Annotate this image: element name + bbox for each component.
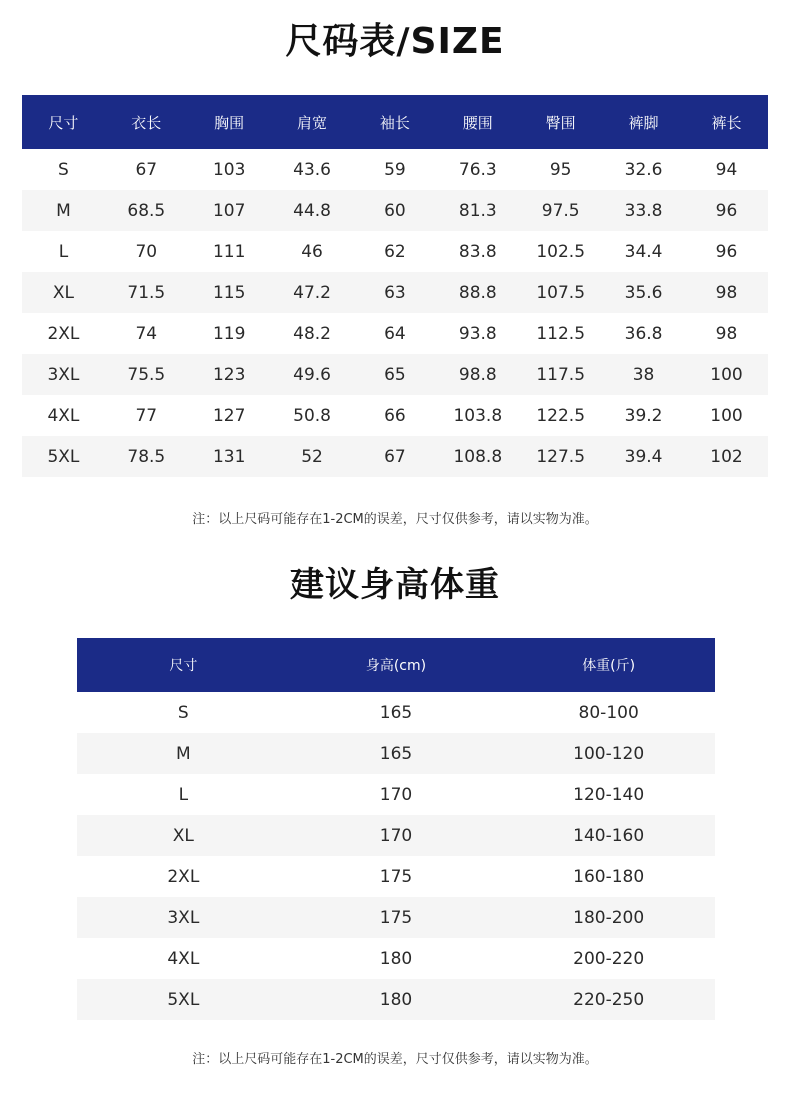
table-cell: 68.5 [105, 190, 188, 231]
table-cell: 52 [271, 436, 354, 477]
table-cell: 70 [105, 231, 188, 272]
table-cell: 32.6 [602, 149, 685, 190]
table-cell: 98.8 [436, 354, 519, 395]
size-label-cell: 2XL [22, 313, 105, 354]
column-header: 尺寸 [22, 95, 105, 149]
table-cell: 102.5 [519, 231, 602, 272]
table-cell: 65 [354, 354, 437, 395]
table-cell: 83.8 [436, 231, 519, 272]
table-cell: 47.2 [271, 272, 354, 313]
table-cell: 120-140 [502, 774, 715, 815]
table-cell: 123 [188, 354, 271, 395]
recommendation-note: 注：以上尺码可能存在1-2CM的误差，尺寸仅供参考，请以实物为准。 [192, 1052, 598, 1067]
column-header: 裤长 [685, 95, 768, 149]
table-cell: 108.8 [436, 436, 519, 477]
table-row [22, 149, 768, 190]
size-label-cell: S [77, 692, 290, 733]
table-cell: 103 [188, 149, 271, 190]
size-label-cell: S [22, 149, 105, 190]
table-cell: 103.8 [436, 395, 519, 436]
table-row [77, 815, 715, 856]
table-row [77, 774, 715, 815]
table-cell: 140-160 [502, 815, 715, 856]
table-cell: 170 [290, 815, 503, 856]
table-row [77, 938, 715, 979]
table-cell: 77 [105, 395, 188, 436]
size-chart-header-row [22, 95, 768, 149]
table-cell: 180 [290, 938, 503, 979]
table-cell: 107.5 [519, 272, 602, 313]
table-cell: 35.6 [602, 272, 685, 313]
table-cell: 67 [354, 436, 437, 477]
size-label-cell: L [77, 774, 290, 815]
table-cell: 175 [290, 897, 503, 938]
table-cell: 170 [290, 774, 503, 815]
table-cell: 76.3 [436, 149, 519, 190]
size-label-cell: 5XL [22, 436, 105, 477]
table-cell: 62 [354, 231, 437, 272]
table-row [22, 354, 768, 395]
table-cell: 160-180 [502, 856, 715, 897]
column-header: 衣长 [105, 95, 188, 149]
table-cell: 38 [602, 354, 685, 395]
table-cell: 39.2 [602, 395, 685, 436]
size-label-cell: 5XL [77, 979, 290, 1020]
size-label-cell: M [77, 733, 290, 774]
table-cell: 75.5 [105, 354, 188, 395]
table-cell: 111 [188, 231, 271, 272]
table-cell: 48.2 [271, 313, 354, 354]
size-label-cell: L [22, 231, 105, 272]
size-label-cell: 4XL [77, 938, 290, 979]
table-row [77, 733, 715, 774]
table-cell: 165 [290, 733, 503, 774]
column-header: 臀围 [519, 95, 602, 149]
table-cell: 96 [685, 190, 768, 231]
table-cell: 63 [354, 272, 437, 313]
table-row [77, 979, 715, 1020]
column-header: 腰围 [436, 95, 519, 149]
size-label-cell: XL [77, 815, 290, 856]
table-cell: 43.6 [271, 149, 354, 190]
table-cell: 93.8 [436, 313, 519, 354]
table-cell: 33.8 [602, 190, 685, 231]
table-cell: 100 [685, 354, 768, 395]
table-cell: 131 [188, 436, 271, 477]
table-cell: 175 [290, 856, 503, 897]
table-cell: 64 [354, 313, 437, 354]
table-cell: 71.5 [105, 272, 188, 313]
table-cell: 44.8 [271, 190, 354, 231]
table-cell: 78.5 [105, 436, 188, 477]
table-cell: 100-120 [502, 733, 715, 774]
table-cell: 200-220 [502, 938, 715, 979]
table-cell: 94 [685, 149, 768, 190]
table-cell: 95 [519, 149, 602, 190]
column-header: 裤脚 [602, 95, 685, 149]
table-cell: 74 [105, 313, 188, 354]
table-cell: 180-200 [502, 897, 715, 938]
column-header: 肩宽 [271, 95, 354, 149]
table-row [22, 272, 768, 313]
size-label-cell: 4XL [22, 395, 105, 436]
size-chart-note: 注：以上尺码可能存在1-2CM的误差，尺寸仅供参考，请以实物为准。 [192, 512, 598, 527]
table-cell: 49.6 [271, 354, 354, 395]
table-cell: 119 [188, 313, 271, 354]
column-header: 胸围 [188, 95, 271, 149]
table-cell: 39.4 [602, 436, 685, 477]
table-row [77, 897, 715, 938]
table-cell: 97.5 [519, 190, 602, 231]
size-chart-table [22, 95, 768, 477]
table-cell: 46 [271, 231, 354, 272]
size-label-cell: XL [22, 272, 105, 313]
size-label-cell: 3XL [22, 354, 105, 395]
column-header: 身高(cm) [290, 638, 503, 692]
table-cell: 165 [290, 692, 503, 733]
column-header: 尺寸 [77, 638, 290, 692]
column-header: 体重(斤) [502, 638, 715, 692]
table-row [77, 692, 715, 733]
column-header: 袖长 [354, 95, 437, 149]
table-cell: 60 [354, 190, 437, 231]
table-row [22, 231, 768, 272]
table-cell: 127.5 [519, 436, 602, 477]
size-label-cell: 2XL [77, 856, 290, 897]
table-cell: 34.4 [602, 231, 685, 272]
table-cell: 127 [188, 395, 271, 436]
table-cell: 115 [188, 272, 271, 313]
table-cell: 100 [685, 395, 768, 436]
table-cell: 107 [188, 190, 271, 231]
table-cell: 112.5 [519, 313, 602, 354]
table-cell: 59 [354, 149, 437, 190]
table-cell: 122.5 [519, 395, 602, 436]
table-cell: 80-100 [502, 692, 715, 733]
recommendation-title: 建议身高体重 [290, 565, 500, 605]
table-cell: 98 [685, 313, 768, 354]
table-cell: 81.3 [436, 190, 519, 231]
table-cell: 96 [685, 231, 768, 272]
table-cell: 180 [290, 979, 503, 1020]
table-cell: 117.5 [519, 354, 602, 395]
table-cell: 220-250 [502, 979, 715, 1020]
table-cell: 36.8 [602, 313, 685, 354]
size-label-cell: 3XL [77, 897, 290, 938]
table-row [22, 436, 768, 477]
table-cell: 67 [105, 149, 188, 190]
table-row [22, 313, 768, 354]
size-label-cell: M [22, 190, 105, 231]
table-row [22, 190, 768, 231]
table-cell: 98 [685, 272, 768, 313]
size-chart-title: 尺码表/SIZE [285, 21, 505, 62]
recommendation-table [77, 638, 715, 1020]
table-row [77, 856, 715, 897]
table-cell: 88.8 [436, 272, 519, 313]
table-row [22, 395, 768, 436]
table-cell: 66 [354, 395, 437, 436]
table-cell: 50.8 [271, 395, 354, 436]
recommendation-header-row [77, 638, 715, 692]
table-cell: 102 [685, 436, 768, 477]
